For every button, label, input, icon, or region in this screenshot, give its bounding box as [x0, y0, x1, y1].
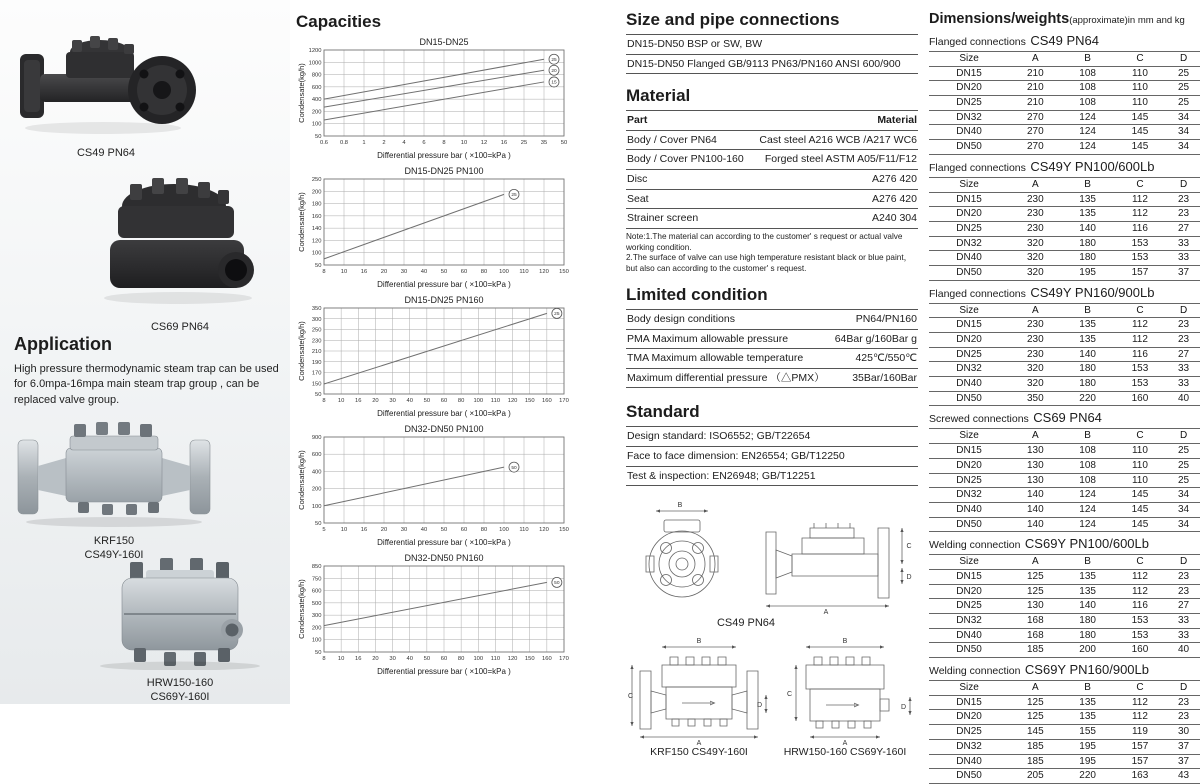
- table-row: DN25 230 140 116 27: [929, 221, 1200, 236]
- svg-text:50: 50: [315, 392, 322, 398]
- svg-text:100: 100: [311, 637, 322, 644]
- svg-text:350: 350: [311, 306, 322, 312]
- dimension-table-block: [929, 535, 1200, 658]
- svg-text:1: 1: [362, 140, 366, 146]
- dimension-table-heading: Flanged connections CS49Y PN100/600Lb: [929, 158, 1155, 174]
- dimension-table-block: [929, 32, 1200, 155]
- svg-text:25: 25: [551, 58, 557, 64]
- table-row: DN20 210 108 110 25: [929, 81, 1200, 96]
- svg-text:100: 100: [311, 503, 322, 510]
- svg-text:30: 30: [400, 527, 408, 533]
- table-row: DN15 125 135 112 23: [929, 569, 1200, 584]
- application-text: High pressure thermodynamic steam trap can be used for 6.0mpa-16mpa main steam trap group , can be replaced valve group.: [14, 363, 279, 406]
- capacity-chart: [294, 36, 589, 162]
- svg-text:190: 190: [311, 359, 322, 366]
- table-row: DN40 168 180 153 33: [929, 628, 1200, 643]
- svg-text:180: 180: [311, 201, 322, 208]
- svg-text:150: 150: [524, 398, 535, 404]
- svg-text:120: 120: [507, 656, 518, 662]
- svg-text:Condensate(kg/h): Condensate(kg/h): [297, 192, 306, 252]
- dim-label-c: C: [906, 543, 912, 551]
- table-header-row: Size A B C D: [929, 429, 1200, 444]
- drawing-hrw150-cell: [772, 635, 918, 764]
- table-header-row: Size A B C D: [929, 681, 1200, 696]
- svg-text:30: 30: [400, 269, 408, 275]
- svg-text:12: 12: [480, 140, 488, 146]
- product-photo-krf150: [10, 410, 218, 563]
- drawing-caption: CS49 PN64: [716, 617, 776, 630]
- table-header-row: Size A B C D: [929, 177, 1200, 192]
- capacities-column: [290, 0, 589, 704]
- valve-photo-hrw150-illustration: [84, 546, 276, 670]
- product-photo-hrw150: [84, 546, 276, 705]
- svg-text:60: 60: [460, 527, 468, 533]
- table-row: DN32 185 195 157 37: [929, 739, 1200, 754]
- table-row: DN50 270 124 145 34: [929, 140, 1200, 155]
- svg-text:Condensate(kg/h): Condensate(kg/h): [297, 450, 306, 510]
- svg-text:8: 8: [322, 269, 326, 275]
- standard-rows: [626, 426, 918, 486]
- svg-text:10: 10: [337, 656, 345, 662]
- svg-text:50: 50: [423, 398, 431, 404]
- svg-text:25: 25: [554, 312, 560, 318]
- table-header-row: Size A B C D: [929, 303, 1200, 318]
- svg-text:200: 200: [311, 625, 322, 632]
- drawing-krf150: [626, 635, 772, 745]
- svg-text:10: 10: [340, 527, 348, 533]
- dimension-table: [929, 428, 1200, 532]
- svg-text:Differential pressure bar ( ×1: Differential pressure bar ( ×100=kPa ): [377, 280, 511, 289]
- dimension-table: [929, 177, 1200, 281]
- dimension-table: [929, 680, 1200, 784]
- limited-title: Limited condition: [626, 285, 768, 305]
- svg-text:10: 10: [460, 140, 468, 146]
- dimension-table-heading: Flanged connections CS49 PN64: [929, 33, 1100, 48]
- table-row: DN20 125 135 112 23: [929, 584, 1200, 599]
- table-row: DN50 350 220 160 40: [929, 391, 1200, 406]
- svg-text:16: 16: [355, 656, 362, 662]
- drawing-caption: HRW150-160 CS69Y-160I: [783, 746, 907, 759]
- product-photo-cs49: [8, 14, 204, 161]
- svg-text:400: 400: [311, 469, 322, 476]
- svg-text:20: 20: [380, 527, 388, 533]
- svg-text:35: 35: [540, 140, 548, 146]
- svg-text:80: 80: [480, 269, 488, 275]
- svg-text:100: 100: [473, 656, 484, 662]
- svg-text:500: 500: [311, 600, 322, 607]
- spec-row: Body / Cover PN64 Cast steel A216 WCB /A217 WC6: [626, 131, 918, 151]
- photo-caption-line: CS69Y-160I: [150, 690, 210, 703]
- table-row: DN20 130 108 110 25: [929, 458, 1200, 473]
- valve-photo-cs49-illustration: [8, 14, 204, 140]
- table-row: DN32 140 124 145 34: [929, 488, 1200, 503]
- application-title: Application: [14, 334, 112, 354]
- table-row: DN40 320 180 153 33: [929, 377, 1200, 392]
- spec-row: Test & inspection: EN26948; GB/T12251: [626, 467, 918, 487]
- svg-text:110: 110: [519, 269, 529, 275]
- svg-text:160: 160: [311, 213, 322, 220]
- svg-text:300: 300: [311, 613, 322, 620]
- size-pipe-title: Size and pipe connections: [626, 10, 840, 29]
- svg-text:250: 250: [311, 327, 322, 334]
- spec-row: DN15-DN50 BSP or SW, BW: [626, 35, 918, 55]
- table-row: DN25 210 108 110 25: [929, 96, 1200, 111]
- svg-text:Differential pressure bar ( ×1: Differential pressure bar ( ×100=kPa ): [377, 151, 511, 160]
- table-row: DN15 230 135 112 23: [929, 318, 1200, 333]
- photo-caption: CS49 PN64: [76, 147, 136, 159]
- spec-row: Disc A276 420: [626, 170, 918, 190]
- svg-text:150: 150: [559, 269, 569, 275]
- svg-text:4: 4: [402, 140, 406, 146]
- svg-text:110: 110: [519, 527, 529, 533]
- svg-text:50: 50: [315, 134, 322, 140]
- svg-text:2: 2: [382, 140, 386, 146]
- capacity-chart: [294, 294, 589, 420]
- photo-column: [0, 0, 290, 704]
- svg-text:25: 25: [511, 193, 517, 199]
- table-row: DN32 320 180 153 33: [929, 362, 1200, 377]
- svg-text:Condensate(kg/h): Condensate(kg/h): [297, 321, 306, 381]
- dim-label-c: C: [786, 691, 792, 699]
- svg-text:50: 50: [554, 581, 560, 587]
- svg-text:20: 20: [551, 69, 557, 75]
- svg-text:Condensate(kg/h): Condensate(kg/h): [297, 63, 306, 123]
- dimension-table-block: [929, 661, 1200, 784]
- svg-text:600: 600: [311, 452, 322, 459]
- svg-text:20: 20: [372, 398, 379, 404]
- svg-text:100: 100: [499, 527, 509, 533]
- svg-text:20: 20: [372, 656, 379, 662]
- svg-text:60: 60: [440, 656, 448, 662]
- svg-text:100: 100: [499, 269, 509, 275]
- dim-label-d: D: [906, 574, 912, 582]
- dimension-table-heading: Welding connection CS69Y PN100/600Lb: [929, 536, 1149, 552]
- svg-text:210: 210: [311, 349, 322, 355]
- material-title: Material: [626, 86, 691, 106]
- photo-caption: [84, 677, 276, 705]
- product-photo-cs69: [86, 172, 274, 335]
- svg-text:25: 25: [520, 140, 528, 146]
- dimension-table-heading: Flanged connections CS49Y PN160/900Lb: [929, 284, 1155, 300]
- svg-text:0.8: 0.8: [339, 140, 349, 146]
- table-row: DN25 130 108 110 25: [929, 473, 1200, 488]
- dim-label-d: D: [756, 702, 762, 710]
- svg-text:6: 6: [422, 140, 426, 146]
- dim-label-b: B: [677, 502, 683, 510]
- photo-caption-line: CS49Y-160I: [84, 548, 144, 561]
- svg-text:DN32-DN50 PN100: DN32-DN50 PN100: [404, 424, 484, 434]
- svg-text:8: 8: [442, 140, 446, 146]
- svg-text:20: 20: [380, 269, 388, 275]
- svg-text:600: 600: [311, 588, 322, 595]
- svg-text:16: 16: [500, 140, 508, 146]
- table-row: DN15 230 135 112 23: [929, 192, 1200, 207]
- svg-text:DN15-DN25 PN100: DN15-DN25 PN100: [404, 166, 484, 176]
- table-row: DN25 130 140 116 27: [929, 599, 1200, 614]
- svg-text:0.6: 0.6: [319, 140, 329, 146]
- svg-text:110: 110: [490, 656, 501, 662]
- svg-text:50: 50: [440, 527, 448, 533]
- spec-row: Maximum differential pressure （△PMX） 35Bar/160Bar: [626, 369, 918, 389]
- svg-text:80: 80: [457, 398, 465, 404]
- svg-text:110: 110: [490, 398, 501, 404]
- svg-text:DN32-DN50 PN160: DN32-DN50 PN160: [404, 553, 484, 563]
- table-row: DN25 145 155 119 30: [929, 725, 1200, 740]
- svg-text:1200: 1200: [308, 48, 322, 54]
- material-note-line: Note:1.The material can according to the customer' s request or actual valve working condition.: [626, 231, 903, 252]
- spec-row: Seat A276 420: [626, 190, 918, 210]
- svg-text:50: 50: [440, 269, 448, 275]
- svg-text:DN15-DN25 PN160: DN15-DN25 PN160: [404, 295, 484, 305]
- table-row: DN32 320 180 153 33: [929, 236, 1200, 251]
- svg-text:120: 120: [539, 269, 549, 275]
- drawing-caption: KRF150 CS49Y-160I: [650, 746, 748, 759]
- svg-text:900: 900: [311, 435, 322, 441]
- svg-text:230: 230: [311, 338, 322, 345]
- svg-text:10: 10: [340, 269, 348, 275]
- svg-text:50: 50: [315, 521, 322, 527]
- table-row: DN40 185 195 157 37: [929, 754, 1200, 769]
- drawing-cs49: [626, 498, 916, 616]
- svg-text:160: 160: [542, 656, 552, 662]
- svg-text:16: 16: [355, 398, 362, 404]
- dimension-table: [929, 51, 1200, 155]
- svg-text:60: 60: [440, 398, 448, 404]
- table-row: DN15 125 135 112 23: [929, 695, 1200, 710]
- svg-text:150: 150: [524, 656, 535, 662]
- svg-text:40: 40: [420, 527, 428, 533]
- table-row: DN50 205 220 163 43: [929, 769, 1200, 784]
- svg-text:Condensate(kg/h): Condensate(kg/h): [297, 579, 306, 639]
- svg-text:100: 100: [311, 121, 322, 128]
- table-header-row: Size A B C D: [929, 52, 1200, 67]
- table-row: DN15 210 108 110 25: [929, 66, 1200, 81]
- dim-label-a: A: [842, 740, 848, 746]
- dim-label-c: C: [628, 693, 634, 701]
- svg-text:16: 16: [360, 527, 368, 533]
- application-section: [14, 334, 280, 408]
- svg-text:30: 30: [389, 398, 396, 404]
- photo-caption-line: KRF150: [93, 535, 135, 547]
- svg-text:100: 100: [473, 398, 484, 404]
- svg-text:600: 600: [311, 84, 322, 91]
- drawing-hrw150: [772, 635, 918, 745]
- table-row: DN25 230 140 116 27: [929, 347, 1200, 362]
- material-rows: [626, 110, 918, 229]
- capacity-chart: [294, 552, 589, 678]
- spec-row: Body / Cover PN100-160 Forged steel ASTM A05/F11/F12: [626, 150, 918, 170]
- dimension-table: [929, 303, 1200, 407]
- dimensions-title: Dimensions/weights: [929, 11, 1070, 27]
- svg-text:Differential pressure bar ( ×1: Differential pressure bar ( ×100=kPa ): [377, 538, 511, 547]
- svg-text:800: 800: [311, 72, 322, 79]
- svg-text:DN15-DN25: DN15-DN25: [419, 37, 469, 47]
- svg-text:50: 50: [315, 650, 322, 656]
- svg-text:80: 80: [457, 656, 465, 662]
- dim-label-b: B: [842, 638, 848, 646]
- capacities-title: Capacities: [296, 12, 382, 31]
- svg-text:150: 150: [311, 381, 322, 388]
- svg-text:8: 8: [322, 656, 326, 662]
- svg-text:40: 40: [420, 269, 428, 275]
- svg-text:40: 40: [406, 656, 413, 662]
- spec-row: Design standard: ISO6552; GB/T22654: [626, 427, 918, 447]
- limited-rows: [626, 309, 918, 388]
- table-header-row: Size A B C D: [929, 555, 1200, 570]
- svg-text:50: 50: [423, 656, 431, 662]
- specs-column: [626, 0, 918, 759]
- table-row: DN50 320 195 157 37: [929, 265, 1200, 280]
- svg-text:8: 8: [322, 398, 326, 404]
- table-row: DN32 168 180 153 33: [929, 614, 1200, 629]
- svg-text:300: 300: [311, 316, 322, 323]
- spec-row: Face to face dimension: EN26554; GB/T12250: [626, 447, 918, 467]
- table-row: DN20 125 135 112 23: [929, 710, 1200, 725]
- dimension-table-block: [929, 409, 1200, 532]
- svg-text:170: 170: [559, 656, 569, 662]
- svg-text:50: 50: [511, 465, 517, 471]
- capacity-chart: [294, 423, 589, 549]
- svg-text:40: 40: [406, 398, 413, 404]
- svg-text:80: 80: [480, 527, 488, 533]
- spec-row: DN15-DN50 Flanged GB/9113 PN63/PN160 ANSI 600/900: [626, 55, 918, 75]
- svg-text:120: 120: [311, 238, 322, 245]
- dimension-table-heading: Welding connection CS69Y PN160/900Lb: [929, 662, 1149, 678]
- table-row: DN40 320 180 153 33: [929, 251, 1200, 266]
- svg-text:50: 50: [560, 140, 568, 146]
- svg-text:60: 60: [460, 269, 468, 275]
- dim-label-b: B: [696, 638, 702, 646]
- table-row: DN20 230 135 112 23: [929, 333, 1200, 348]
- photo-caption: CS69 PN64: [150, 321, 210, 333]
- table-row: DN50 185 200 160 40: [929, 643, 1200, 658]
- svg-text:250: 250: [311, 177, 322, 183]
- svg-text:750: 750: [311, 576, 322, 583]
- svg-text:160: 160: [542, 398, 552, 404]
- svg-text:5: 5: [322, 527, 326, 533]
- table-row: DN40 140 124 145 34: [929, 502, 1200, 517]
- svg-text:Differential pressure bar ( ×1: Differential pressure bar ( ×100=kPa ): [377, 667, 511, 676]
- svg-text:400: 400: [311, 97, 322, 104]
- svg-text:140: 140: [311, 226, 322, 233]
- svg-text:15: 15: [551, 80, 557, 86]
- svg-text:10: 10: [337, 398, 345, 404]
- dim-label-a: A: [696, 740, 702, 746]
- table-row: DN40 270 124 145 34: [929, 125, 1200, 140]
- dim-label-a: A: [823, 609, 829, 617]
- spec-row: TMA Maximum allowable temperature 425℃/550℃: [626, 349, 918, 369]
- svg-text:170: 170: [559, 398, 569, 404]
- spec-row: PMA Maximum allowable pressure 64Bar g/160Bar g: [626, 330, 918, 350]
- svg-text:850: 850: [311, 564, 322, 570]
- standard-title: Standard: [626, 402, 700, 422]
- svg-text:30: 30: [389, 656, 396, 662]
- svg-text:120: 120: [507, 398, 518, 404]
- svg-text:200: 200: [311, 189, 322, 196]
- capacity-chart: [294, 165, 589, 291]
- svg-text:50: 50: [315, 263, 322, 269]
- drawing-row: [626, 635, 918, 764]
- svg-text:1000: 1000: [308, 60, 322, 67]
- photo-caption-line: HRW150-160: [146, 677, 214, 689]
- material-notes: [626, 232, 918, 275]
- spec-row: Body design conditions PN64/PN160: [626, 310, 918, 330]
- drawing-krf150-cell: [626, 635, 772, 764]
- table-row: DN15 130 108 110 25: [929, 444, 1200, 459]
- dimension-table-block: [929, 284, 1200, 407]
- svg-text:170: 170: [311, 370, 322, 377]
- dimension-tables: [929, 32, 1200, 784]
- dimensions-subtitle: (approximate)in mm and kg: [1069, 15, 1185, 26]
- dimension-table-heading: Screwed connections CS69 PN64: [929, 410, 1102, 426]
- spec-row: Part Material: [626, 111, 918, 131]
- spec-row: Strainer screen A240 304: [626, 209, 918, 229]
- size-pipe-rows: [626, 34, 918, 74]
- svg-text:Differential pressure bar ( ×1: Differential pressure bar ( ×100=kPa ): [377, 409, 511, 418]
- capacity-charts: [294, 36, 589, 678]
- dimensions-column: [929, 0, 1200, 782]
- table-row: DN20 230 135 112 23: [929, 207, 1200, 222]
- svg-text:150: 150: [559, 527, 569, 533]
- dimension-table-block: [929, 158, 1200, 281]
- valve-photo-cs69-illustration: [86, 172, 274, 314]
- technical-drawings: [626, 498, 918, 764]
- svg-text:100: 100: [311, 250, 322, 257]
- svg-text:200: 200: [311, 109, 322, 116]
- table-row: DN50 140 124 145 34: [929, 517, 1200, 532]
- svg-text:16: 16: [360, 269, 368, 275]
- svg-text:200: 200: [311, 486, 322, 493]
- material-note-line: 2.The surface of valve can use high temperature resistant black or blue paint，but also can according to the customer' s request.: [626, 253, 912, 274]
- svg-text:120: 120: [539, 527, 549, 533]
- valve-photo-krf150-illustration: [10, 410, 218, 528]
- dim-label-d: D: [900, 704, 906, 712]
- dimension-table: [929, 554, 1200, 658]
- dimensions-header: [929, 10, 1200, 28]
- table-row: DN32 270 124 145 34: [929, 110, 1200, 125]
